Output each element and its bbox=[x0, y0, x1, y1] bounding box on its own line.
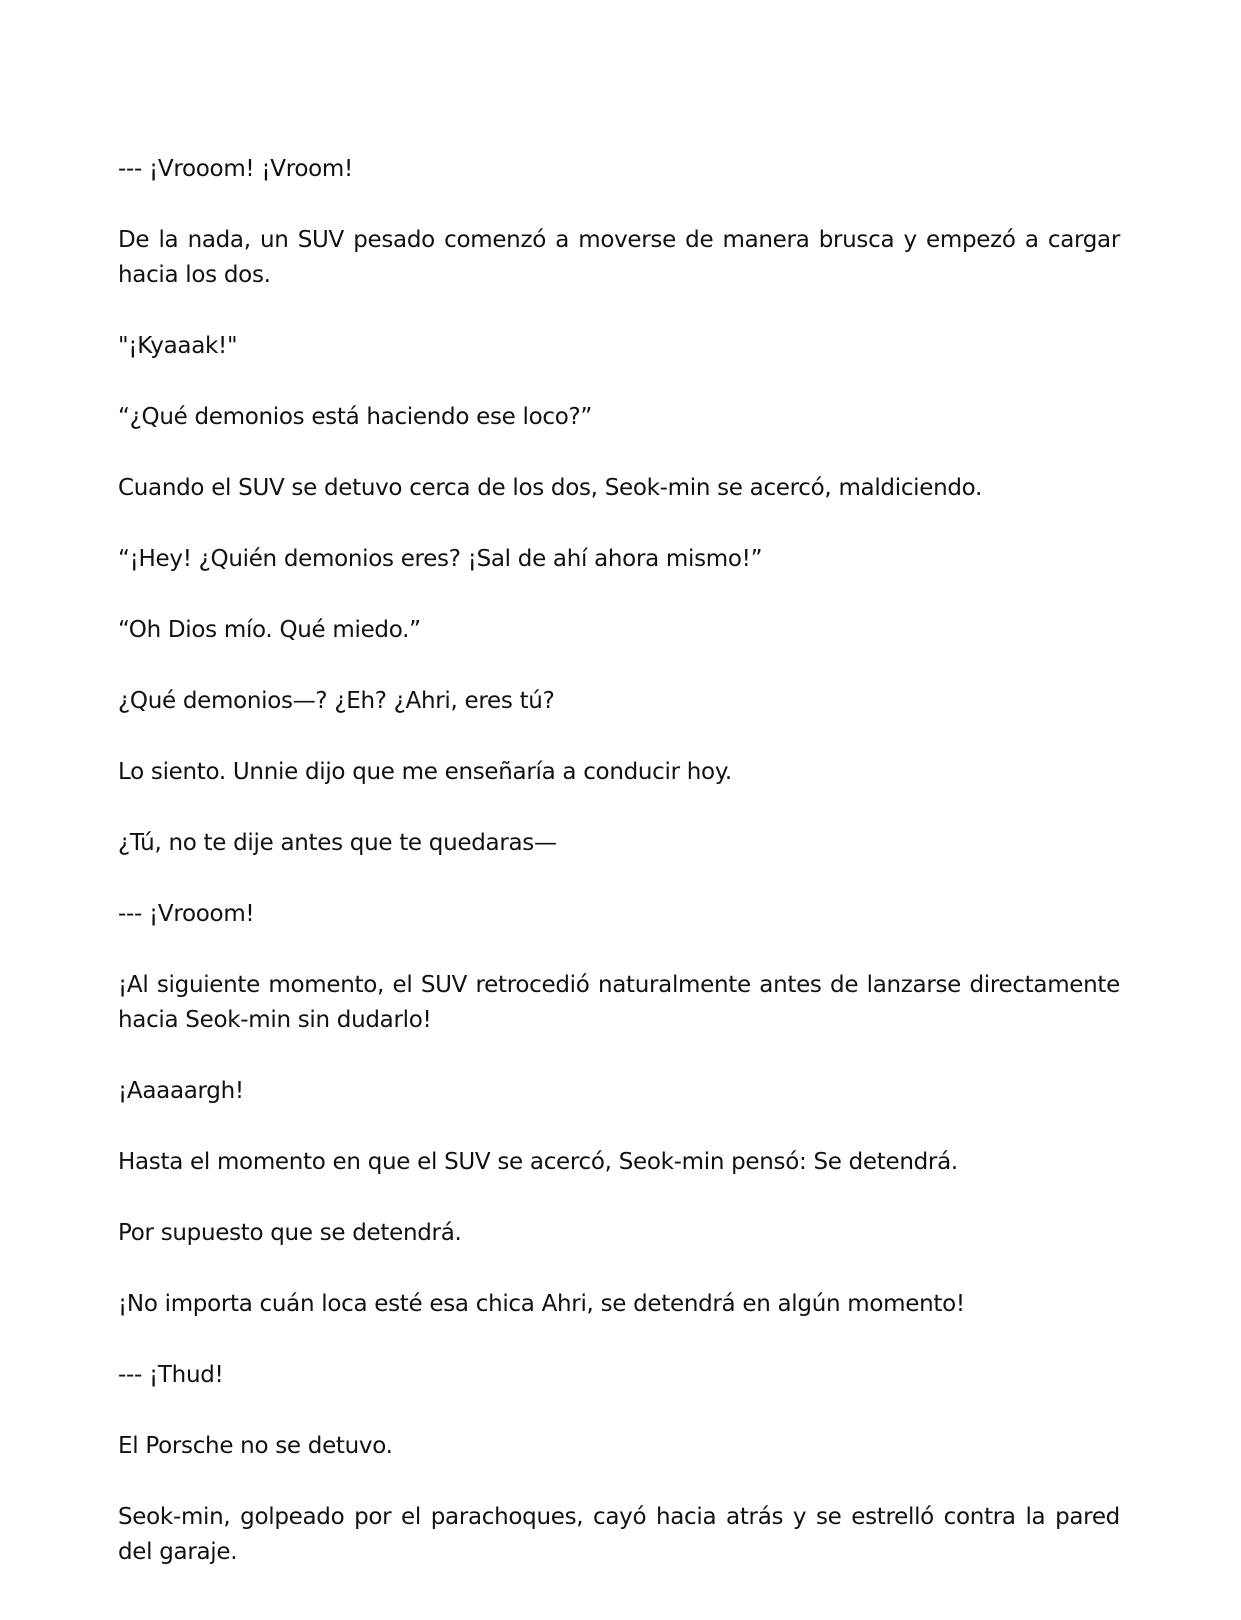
paragraph-5: Cuando el SUV se detuvo cerca de los dos, Seok-min se acercó, maldiciendo. bbox=[118, 475, 983, 501]
paragraph-11: --- ¡Vrooom! bbox=[118, 901, 255, 927]
paragraph-19: Seok-min, golpeado por el parachoques, cayó hacia atrás y se estrelló contra la pared del garaje. bbox=[118, 1504, 1120, 1565]
paragraph-10: ¿Tú, no te dije antes que te quedaras— bbox=[118, 830, 557, 856]
paragraph-16: ¡No importa cuán loca esté esa chica Ahri, se detendrá en algún momento! bbox=[118, 1291, 965, 1317]
paragraph-4: “¿Qué demonios está haciendo ese loco?” bbox=[118, 404, 592, 430]
paragraph-9: Lo siento. Unnie dijo que me enseñaría a conducir hoy. bbox=[118, 759, 732, 785]
paragraph-8: ¿Qué demonios—? ¿Eh? ¿Ahri, eres tú? bbox=[118, 688, 555, 714]
document-body bbox=[118, 152, 1120, 1606]
paragraph-17: --- ¡Thud! bbox=[118, 1362, 224, 1388]
paragraph-12: ¡Al siguiente momento, el SUV retrocedió naturalmente antes de lanzarse directamente hacia Seok-min sin dudarlo! bbox=[118, 972, 1120, 1033]
paragraph-7: “Oh Dios mío. Qué miedo.” bbox=[118, 617, 421, 643]
paragraph-2: De la nada, un SUV pesado comenzó a moverse de manera brusca y empezó a cargar hacia los dos. bbox=[118, 227, 1120, 288]
paragraph-15: Por supuesto que se detendrá. bbox=[118, 1220, 462, 1246]
paragraph-14: Hasta el momento en que el SUV se acercó, Seok-min pensó: Se detendrá. bbox=[118, 1149, 958, 1175]
paragraph-13: ¡Aaaaargh! bbox=[118, 1078, 244, 1104]
paragraph-3: "¡Kyaaak!" bbox=[118, 333, 238, 359]
paragraph-18: El Porsche no se detuvo. bbox=[118, 1433, 393, 1459]
paragraph-6: “¡Hey! ¿Quién demonios eres? ¡Sal de ahí ahora mismo!” bbox=[118, 546, 763, 572]
paragraph-1: --- ¡Vrooom! ¡Vroom! bbox=[118, 156, 353, 182]
